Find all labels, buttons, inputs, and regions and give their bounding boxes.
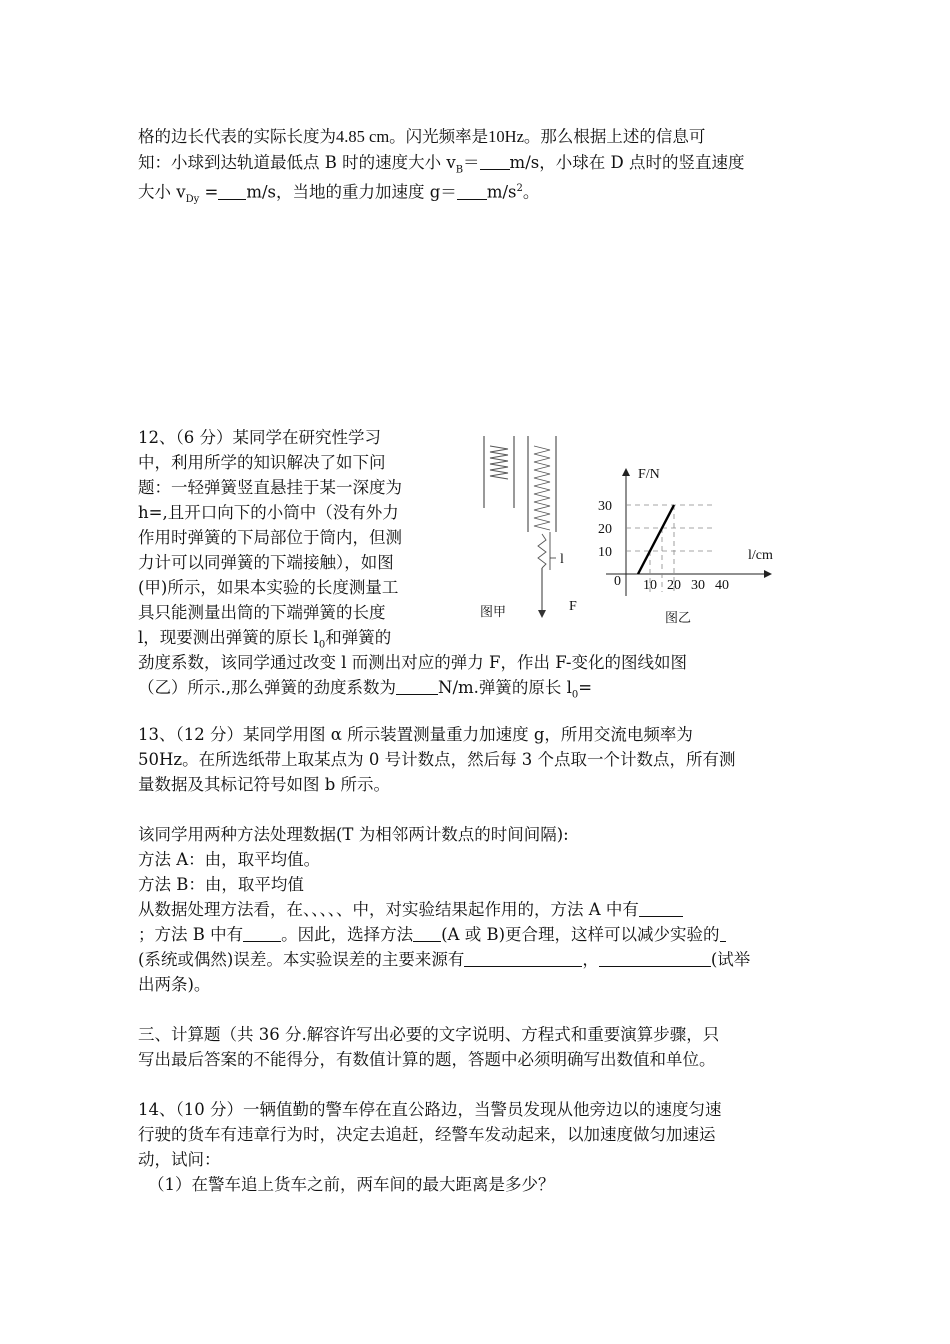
q13-line-4: 该同学用两种方法处理数据(T 为相邻两计数点的时间间隔): <box>138 825 569 844</box>
answer-blank-source-1[interactable] <box>464 950 582 967</box>
q14-line-4: （1）在警车追上货车之前，两车间的最大距离是多少？ <box>148 1175 555 1194</box>
answer-blank-method-a[interactable] <box>639 900 683 917</box>
q14-line-3: 动，试问： <box>138 1150 221 1169</box>
q11-line-3: 大小 $v_{Dy} = m/s$，当地的重力加速度 $g= m/s^2$。 <box>138 182 540 205</box>
answer-blank-method-b[interactable] <box>243 925 281 942</box>
chart-xlabel: l/cm <box>748 548 773 563</box>
answer-blank-vdy[interactable] <box>218 183 246 200</box>
chart-xtick-40: 40 <box>715 578 729 593</box>
fig-jia-l-label: l <box>560 552 564 567</box>
q12-line-1: 12、（6 分）某同学在研究性学习 <box>138 428 381 447</box>
chart-ytick-20: 20 <box>598 522 612 537</box>
answer-blank-vb[interactable] <box>480 153 510 170</box>
answer-blank-source-2[interactable] <box>599 950 711 967</box>
q12-line-3: 题：一轻弹簧竖直悬挂于某一深度为 <box>138 478 402 497</box>
q12-line-9: l，现要测出弹簧的原长 $l_0$和弹簧的 <box>138 628 392 651</box>
fig-jia-caption: 图甲 <box>480 605 507 620</box>
q13-line-9: (系统或偶然)误差。本实验误差的主要来源有 ， (试举 <box>138 950 751 969</box>
q13-line-10: 出两条)。 <box>138 975 211 994</box>
q14-line-1: 14、（10 分）一辆值勤的警车停在直公路边，当警员发现从他旁边以的速度匀速 <box>138 1100 722 1119</box>
chart-origin-label: 0 <box>614 574 621 589</box>
q12-line-4: h=,且开口向下的小筒中（没有外力 <box>138 503 399 522</box>
figure-yi-chart <box>590 460 790 630</box>
q12-line-7: (甲)所示，如果本实验的长度测量工 <box>138 578 399 597</box>
answer-blank-g[interactable] <box>457 183 487 200</box>
chart-series-line <box>638 505 674 574</box>
q13-line-3: 量数据及其标记符号如图 b 所示。 <box>138 775 391 794</box>
chart-ytick-10: 10 <box>598 545 612 560</box>
fig-jia-f-label: F <box>569 599 577 614</box>
chart-x-arrow <box>764 570 772 578</box>
figure-jia-spring-tube <box>470 428 590 628</box>
q13-line-5: 方法 A：由，取平均值。 <box>138 850 321 869</box>
q12-line-11: （乙）所示.,那么弹簧的劲度系数为 N/m.弹簧的原长 $l_0=$ <box>138 678 593 701</box>
answer-blank-error-type[interactable] <box>720 925 726 942</box>
chart-xtick-10: 10 <box>643 578 657 593</box>
chart-ylabel: F/N <box>638 467 660 482</box>
q12-line-8: 具只能测量出筒的下端弹簧的长度 <box>138 603 386 622</box>
chart-y-arrow <box>622 468 630 476</box>
q12-line-6: 力计可以同弹簧的下端接触），如图 <box>138 553 394 572</box>
answer-blank-choose[interactable] <box>413 925 441 942</box>
fig-yi-caption: 图乙 <box>665 611 692 626</box>
chart-xtick-20: 20 <box>667 578 681 593</box>
sec3-line-1: 三、计算题（共 36 分.解容许写出必要的文字说明、方程式和重要演算步骤，只 <box>138 1025 720 1044</box>
chart-ytick-30: 30 <box>598 499 612 514</box>
chart-xtick-30: 30 <box>691 578 705 593</box>
q13-line-2: 50Hz。在所选纸带上取某点为 0 号计数点，然后每 3 个点取一个计数点，所有测 <box>138 750 736 769</box>
sec3-line-2: 写出最后答案的不能得分，有数值计算的题，答题中必须明确写出数值和单位。 <box>138 1050 716 1069</box>
q13-line-6: 方法 B：由，取平均值 <box>138 875 304 894</box>
q11-line-1: 格的边长代表的实际长度为4.85 cm。闪光频率是10Hz。那么根据上述的信息可 <box>138 127 706 146</box>
answer-blank-k[interactable] <box>396 678 438 695</box>
q12-line-10: 劲度系数，该同学通过改变 l 而测出对应的弹力 F，作出 F-变化的图线如图 <box>138 653 687 672</box>
q13-line-7: 从数据处理方法看，在、、、、、中，对实验结果起作用的，方法 A 中有 <box>138 897 683 922</box>
q12-line-5: 作用时弹簧的下局部位于筒内，但测 <box>138 528 402 547</box>
q14-line-2: 行驶的货车有违章行为时，决定去追赶，经警车发动起来，以加速度做匀加速运 <box>138 1125 716 1144</box>
q12-line-2: 中，利用所学的知识解决了如下问 <box>138 453 386 472</box>
q11-line-2: 知：小球到达轨道最低点 B 时的速度大小 $v_B= m/s$，小球在 D 点时的竖直速度 <box>138 153 745 176</box>
q13-line-8: ；方法 B 中有 。因此，选择方法 (A 或 B)更合理，这样可以减少实验的 <box>138 922 726 947</box>
q13-line-1: 13、（12 分）某同学用图 α 所示装置测量重力加速度 g，所用交流电频率为 <box>138 725 693 744</box>
